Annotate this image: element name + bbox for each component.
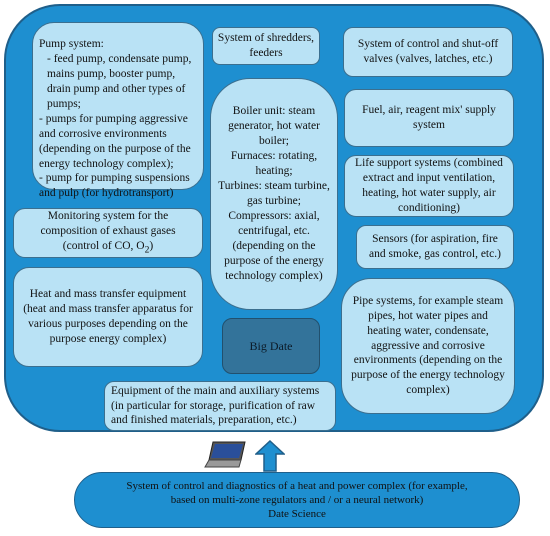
shredders-feeders-text: System of shredders, feeders xyxy=(217,32,315,59)
equipment-box xyxy=(104,381,336,431)
big-date-label: Big Date xyxy=(249,338,293,353)
control-diagnostics-line-1: System of control and diagnostics of a heat and power complex (for example, xyxy=(126,479,468,492)
control-valves-text: System of control and shut-off valves (valves, latches, etc.) xyxy=(357,38,499,65)
shredders-feeders-box xyxy=(212,27,320,65)
life-support-box xyxy=(344,155,514,217)
sensors-text: Sensors (for aspiration, fire and smoke, gas control, etc.) xyxy=(369,233,501,260)
fuel-supply-box xyxy=(344,89,514,147)
sensors-box xyxy=(356,225,514,269)
boiler-unit-box xyxy=(210,78,338,310)
compressors-line: Compressors: axial, centrifugal, etc. (depending on the purpose of the energy technology complex) xyxy=(224,209,324,282)
control-diagnostics-box xyxy=(74,472,520,528)
monitoring-text: Monitoring system for the composition of exhaust gases (control of CO, $O_2$) xyxy=(40,210,176,256)
subscript-2: 2 xyxy=(144,244,150,256)
laptop-icon xyxy=(203,440,251,470)
furnaces-line: Furnaces: rotating, heating; xyxy=(230,150,318,178)
pump-system-box xyxy=(32,22,204,200)
turbines-line: Turbines: steam turbine, gas turbine; xyxy=(218,180,330,207)
pump-system-item-1: - feed pump, condensate pump, mains pump, booster pump, drain pump and other types of pumps; xyxy=(47,52,192,110)
control-valves-box xyxy=(343,27,513,77)
boiler-unit-line: Boiler unit: steam generator, hot water boiler; xyxy=(228,105,320,148)
pipe-systems-box xyxy=(341,278,515,414)
fuel-supply-text: Fuel, air, reagent mix' supply system xyxy=(362,104,496,131)
monitoring-box xyxy=(13,208,203,258)
pump-system-item-3: - pump for pumping suspensions and pulp (for hydrotransport) xyxy=(39,172,190,200)
equipment-text: Equipment of the main and auxiliary systems (in particular for storage, purification of raw and finished materials, preparation, etc.) xyxy=(111,384,320,427)
control-diagnostics-line-2: based on multi-zone regulators and / or a neural network) xyxy=(170,493,424,506)
big-date-box xyxy=(222,318,320,374)
pump-system-title: Pump system: xyxy=(39,38,104,50)
heat-mass-transfer-box xyxy=(13,267,203,367)
date-science-label: Date Science xyxy=(268,508,326,521)
heat-mass-transfer-text: Heat and mass transfer equipment (heat and mass transfer apparatus for various purposes depending on the purpose energy complex) xyxy=(23,288,193,345)
up-arrow-icon xyxy=(255,440,285,472)
pipe-systems-text: Pipe systems, for example steam pipes, hot water pipes and heating water, condensate, aggressive and corrosive environments (depending on the purpose of the energy technology complex) xyxy=(351,294,505,397)
pump-system-item-2: - pumps for pumping aggressive and corrosive environments (depending on the purpose of the energy technology complex); xyxy=(39,112,191,170)
life-support-text: Life support systems (combined extract and input ventilation, heating, hot water supply, air conditioning) xyxy=(355,157,503,214)
